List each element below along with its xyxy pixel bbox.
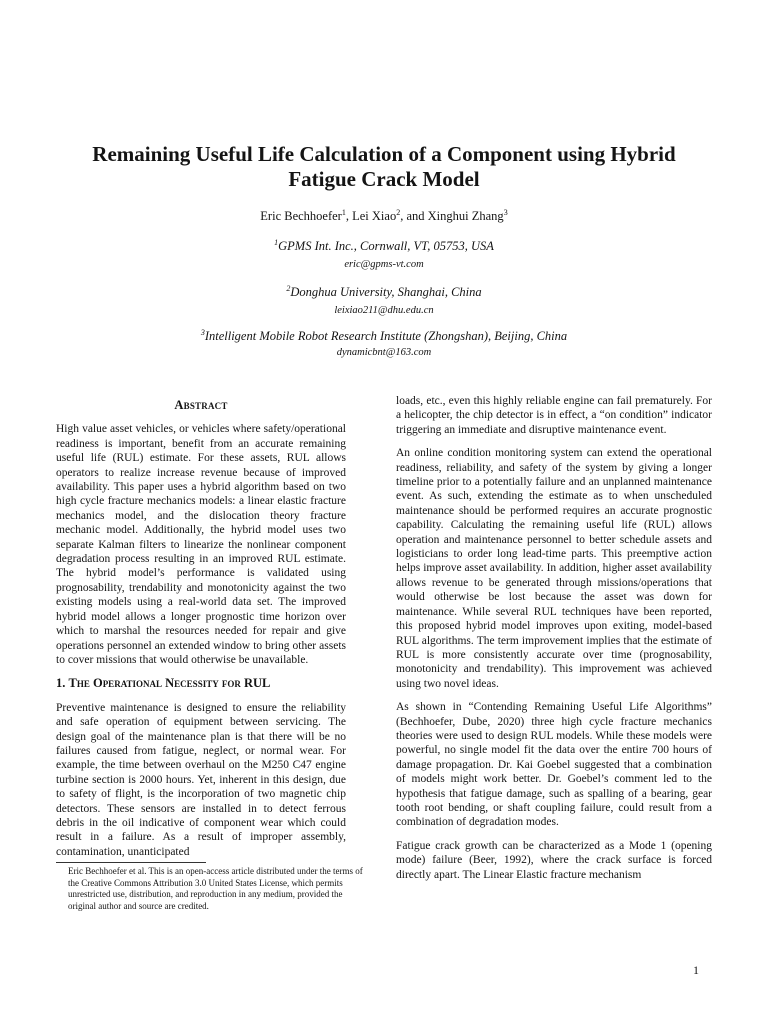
affiliation-marker: 1 — [274, 238, 279, 247]
author-affiliation-marker: 3 — [503, 208, 508, 217]
author-separator: , and — [400, 209, 428, 223]
author-separator: , — [345, 209, 353, 223]
footnote-divider — [56, 862, 206, 863]
footnote: Eric Bechhoefer et al. This is an open-access article distributed under the terms of the Creative Commons Attribution 3.0 United States License, which permits unrestricted use, distribution, and reproduction in any medium, provided the original author and source are credited. — [68, 866, 363, 911]
affiliation — [0, 238, 768, 254]
affiliation-marker: 3 — [200, 328, 205, 337]
body-paragraph: loads, etc., even this highly reliable engine can fail prematurely. For a helicopter, the chip detector is in effect, a “on condition” indicator triggering an immediate and disruptive maintenance event. — [396, 395, 712, 436]
abstract-text: High value asset vehicles, or vehicles where safety/operational readiness is important, benefit from an accurate remaining useful life (RUL) estimate. For these assets, RUL allows operators to realize increase revenue because of improved availability. This paper uses a hybrid algorithm based on two high cycle fracture mechanics models: a linear elastic fracture mechanics model, and the dislocation theory fracture mechanic model. Additionally, the hybrid model uses two separate Kalman filters to linearize the nonlinear component degradation process resulting in an improved RUL estimate. The hybrid model’s performance is validated using prognosability, trendability and monotonicity against the two existing models using a real-world data set. The improved hybrid model allows a longer prognostic time horizon over which to marshal the resources needed for repair and give operations personnel an extended window to bring other assets to cover missions that would otherwise be unavailable. — [56, 423, 346, 666]
affiliation-marker: 2 — [286, 284, 291, 293]
section-heading — [56, 676, 346, 690]
section-title: The Operational Necessity for RUL — [68, 676, 271, 691]
paper-title-line-1: Remaining Useful Life Calculation of a Component using Hybrid — [92, 142, 676, 166]
author-affiliation-marker: 2 — [396, 208, 401, 217]
body-paragraph: An online condition monitoring system can extend the operational readiness, reliability, and safety of the system by giving a longer timeline prior to a potentially failure and an unplanned maintenance event. As such, extending the estimate as to when unscheduled maintenance should be performed requires an accurate prognostic capability. Calculating the remaining useful life (RUL) allows operation and maintenance personnel to better schedule assets and logisticians to order long lead-time parts. This preemptive action helps improve asset availability. In addition, higher asset availability allows revenue to be generated through missions/operations that would otherwise be lost because the asset was down for maintenance. While several RUL techniques have been reported, this proposed hybrid model improves upon exiting, model-based RUL algorithms. The term improvement implies that the estimate of RUL is more consistently accurate over time (prognosability, monotonicity and trendability). This improvement was achieved using two novel ideas. — [396, 447, 712, 690]
body-paragraph: Fatigue crack growth can be characterized as a Mode 1 (opening mode) failure (Beer, 1992), where the crack surface is forced directly apart. The Linear Elastic fracture mechanism — [396, 839, 712, 881]
paper-title-line-2: Fatigue Crack Model — [288, 167, 480, 191]
body-paragraph: Preventive maintenance is designed to ensure the reliability and safe operation of equipment between servicing. The design goal of the maintenance plan is that there will be no failures caused from fatigue, neglect, or normal wear. For example, the time between overhaul on the M250 C47 engine turbine section is 2000 hours. Yet, inherent in this design, due to safety of flight, is the incorporation of two magnetic chip detectors. These sensors are installed in to detect ferrous debris in the oil indicative of component wear which could result in a failure. As a result of improper assembly, contamination, unanticipated — [56, 701, 346, 858]
affiliation-text: Intelligent Mobile Robot Research Institute (Zhongshan), Beijing, China — [204, 329, 568, 343]
author-email: leixiao211@dhu.edu.cn — [334, 305, 434, 316]
author-name: Xinghui Zhang — [427, 209, 504, 223]
author-name: Lei Xiao — [352, 209, 397, 223]
author-affiliation-marker: 1 — [341, 208, 346, 217]
abstract-heading: Abstract — [174, 398, 228, 412]
left-column — [56, 398, 346, 868]
author-list — [0, 208, 768, 224]
right-column — [396, 394, 712, 891]
affiliation — [0, 284, 768, 300]
author-email: eric@gpms-vt.com — [344, 259, 424, 270]
page-number: 1 — [693, 963, 699, 977]
body-paragraph: As shown in “Contending Remaining Useful Life Algorithms” (Bechhoefer, Dube, 2020) three high cycle fracture mechanics theories were used to design RUL models. While these models were powerful, no single model fit the data over the entire 700 hours of damage propagation. Dr. Kai Goebel suggested that a combination of models might work better. Dr. Goebel’s comment led to the hypothesis that fatigue damage, such as spalling of a bearing, gear tooth root bending, or shaft coupling failure, could result from a combination of degradation modes. — [396, 701, 712, 829]
section-number: 1. — [56, 676, 69, 691]
affiliation-text: GPMS Int. Inc., Cornwall, VT, 05753, USA — [278, 239, 494, 253]
author-email: dynamicbnt@163.com — [336, 347, 432, 358]
affiliation — [0, 328, 768, 344]
affiliation-text: Donghua University, Shanghai, China — [290, 285, 482, 299]
author-name: Eric Bechhoefer — [260, 209, 342, 223]
paper-title — [40, 142, 728, 192]
